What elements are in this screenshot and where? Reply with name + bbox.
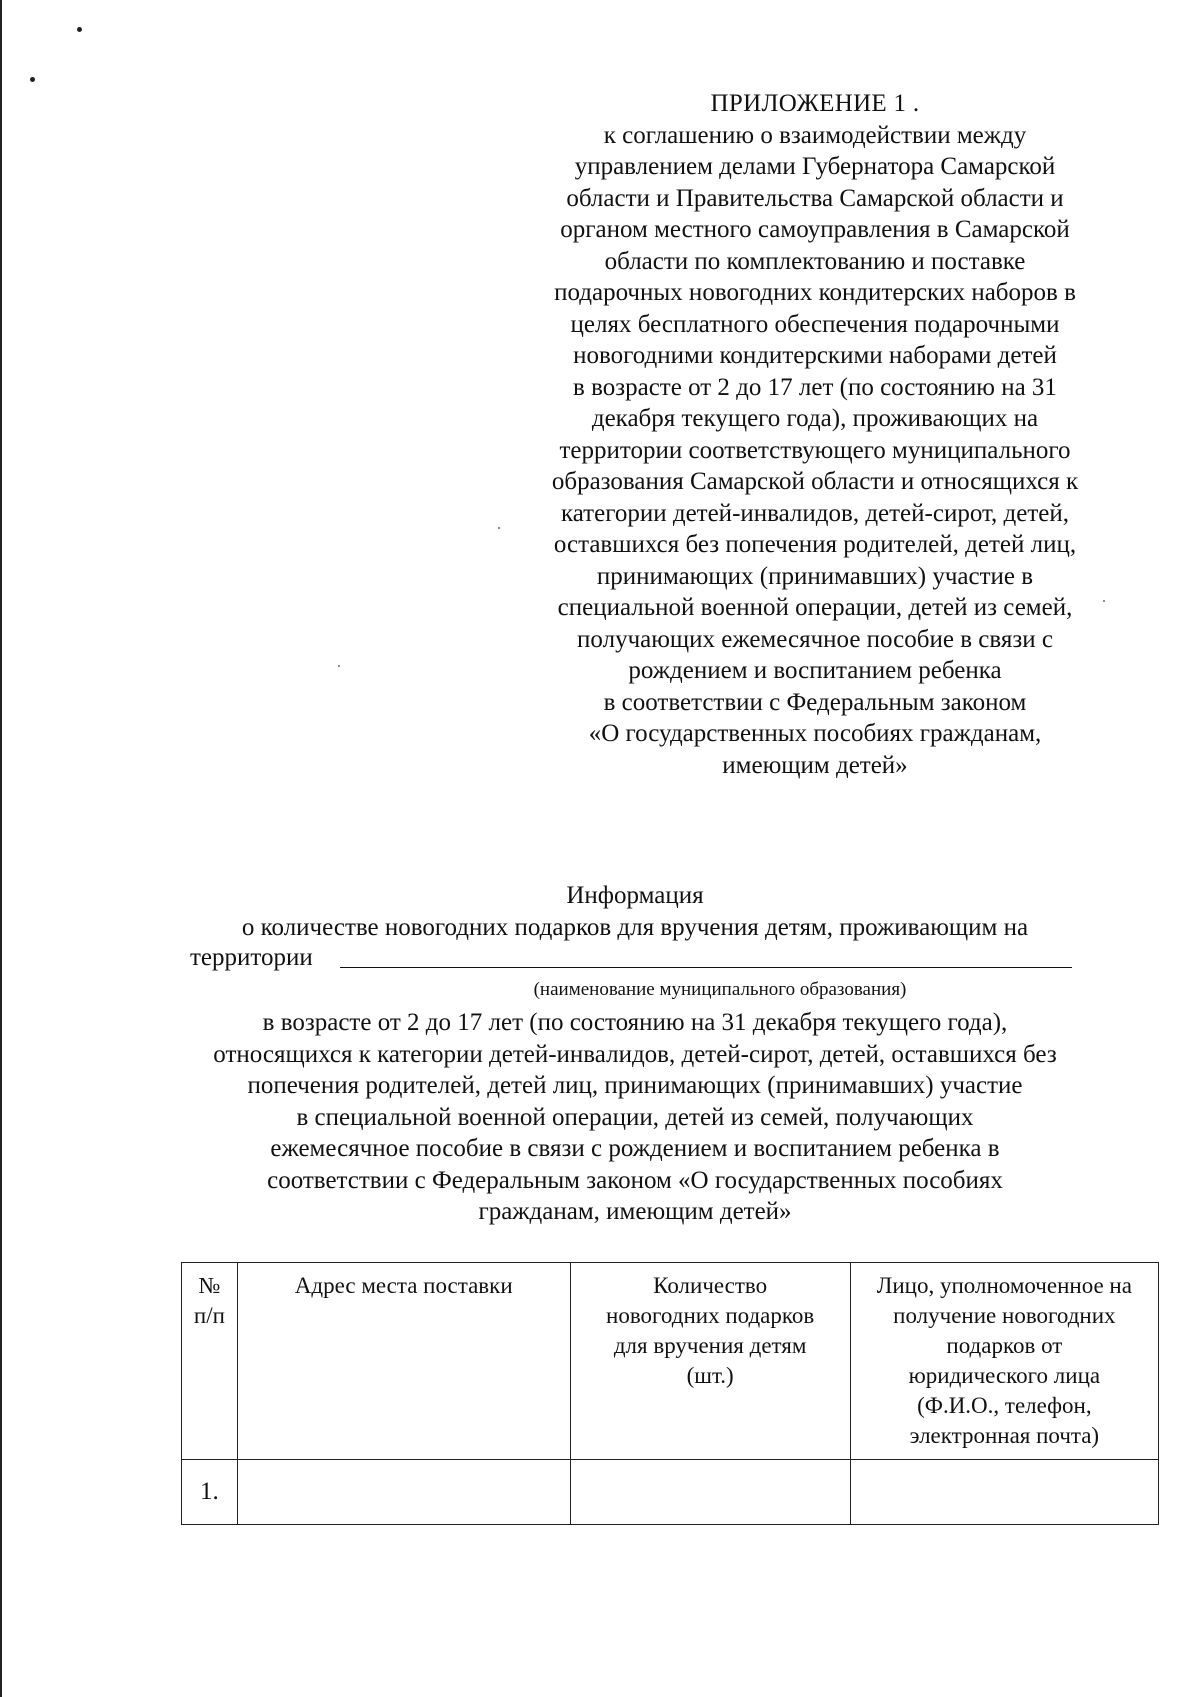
scan-mark <box>77 27 82 32</box>
territory-caption: (наименование муниципального образования) <box>533 979 907 1000</box>
appendix-line: целях бесплатного обеспечения подарочными <box>570 310 1060 338</box>
scan-left-edge <box>0 0 2 1697</box>
appendix-block <box>490 88 1140 781</box>
row-address-cell[interactable] <box>237 1460 570 1525</box>
appendix-line: области и Правительства Самарской области и <box>566 184 1064 212</box>
scan-mark <box>30 77 35 82</box>
appendix-line: имеющим детей» <box>722 751 908 779</box>
header-address: Адрес места поставки <box>237 1263 570 1460</box>
appendix-line: к соглашению о взаимодействии между <box>603 121 1027 149</box>
appendix-line: территории соответствующего муниципального <box>559 436 1071 464</box>
appendix-line: подарочных новогодних кондитерских наборов в <box>554 279 1076 306</box>
table-header-row <box>182 1263 1159 1460</box>
info-body-line: в возрасте от 2 до 17 лет (по состоянию на 31 декабря текущего года), <box>262 1009 1008 1036</box>
appendix-line: образования Самарской области и относящихся к <box>551 468 1079 495</box>
row-quantity-cell[interactable] <box>570 1460 850 1525</box>
appendix-line: рождением и воспитанием ребенка <box>628 657 1002 684</box>
appendix-line: специальной военной операции, детей из семей, <box>557 594 1073 621</box>
table-row <box>182 1460 1159 1525</box>
supply-table <box>181 1262 1159 1525</box>
info-body-line: в специальной военной операции, детей из семей, получающих <box>296 1103 974 1131</box>
header-quantity: Количество новогодних подарков для вручения детям (шт.) <box>570 1263 850 1460</box>
header-authorized-person: Лицо, уполномоченное на получение новогодних подарков от юридического лица (Ф.И.О., телефон, электронная почта) <box>850 1263 1158 1460</box>
appendix-line: органом местного самоуправления в Самарской <box>560 216 1070 243</box>
scan-speck <box>338 665 340 667</box>
appendix-line: категории детей-инвалидов, детей-сирот, детей, <box>560 499 1070 527</box>
info-subtitle: о количестве новогодних подарков для вручения детям, проживающим на <box>241 913 1029 941</box>
info-body-line: соответствии с Федеральным законом «О государственных пособиях <box>267 1166 1003 1194</box>
appendix-line: в соответствии с Федеральным законом <box>603 688 1027 716</box>
row-number-cell: 1. <box>182 1460 238 1525</box>
appendix-line: новогодними кондитерскими наборами детей <box>573 342 1057 369</box>
appendix-line: получающих ежемесячное пособие в связи с <box>577 625 1053 653</box>
info-body <box>130 1007 1140 1228</box>
info-body-line: ежемесячное пособие в связи с рождением и воспитанием ребенка в <box>270 1135 1000 1162</box>
appendix-heading: ПРИЛОЖЕНИЕ 1 . <box>710 90 920 117</box>
appendix-line: области по комплектованию и поставке <box>604 247 1026 275</box>
territory-label: территории <box>190 944 313 971</box>
info-header <box>130 880 1140 943</box>
info-body-line: гражданам, имеющим детей» <box>478 1198 792 1225</box>
appendix-line: оставшихся без попечения родителей, детей лиц, <box>553 531 1077 558</box>
appendix-line: в возрасте от 2 до 17 лет (по состоянию на 31 <box>573 373 1057 401</box>
header-number: № п/п <box>182 1263 238 1460</box>
territory-blank-line <box>340 967 1072 968</box>
info-body-line: относящихся к категории детей-инвалидов, детей-сирот, детей, оставшихся без <box>213 1040 1057 1068</box>
appendix-line: принимающих (принимавших) участие в <box>596 562 1034 590</box>
appendix-line: управлением делами Губернатора Самарской <box>574 153 1056 180</box>
info-title: Информация <box>566 882 704 909</box>
row-person-cell[interactable] <box>850 1460 1158 1525</box>
info-body-line: попечения родителей, детей лиц, принимающих (принимавших) участие <box>247 1072 1023 1099</box>
appendix-line: декабря текущего года), проживающих на <box>591 405 1039 432</box>
appendix-line: «О государственных пособиях гражданам, <box>588 720 1042 747</box>
